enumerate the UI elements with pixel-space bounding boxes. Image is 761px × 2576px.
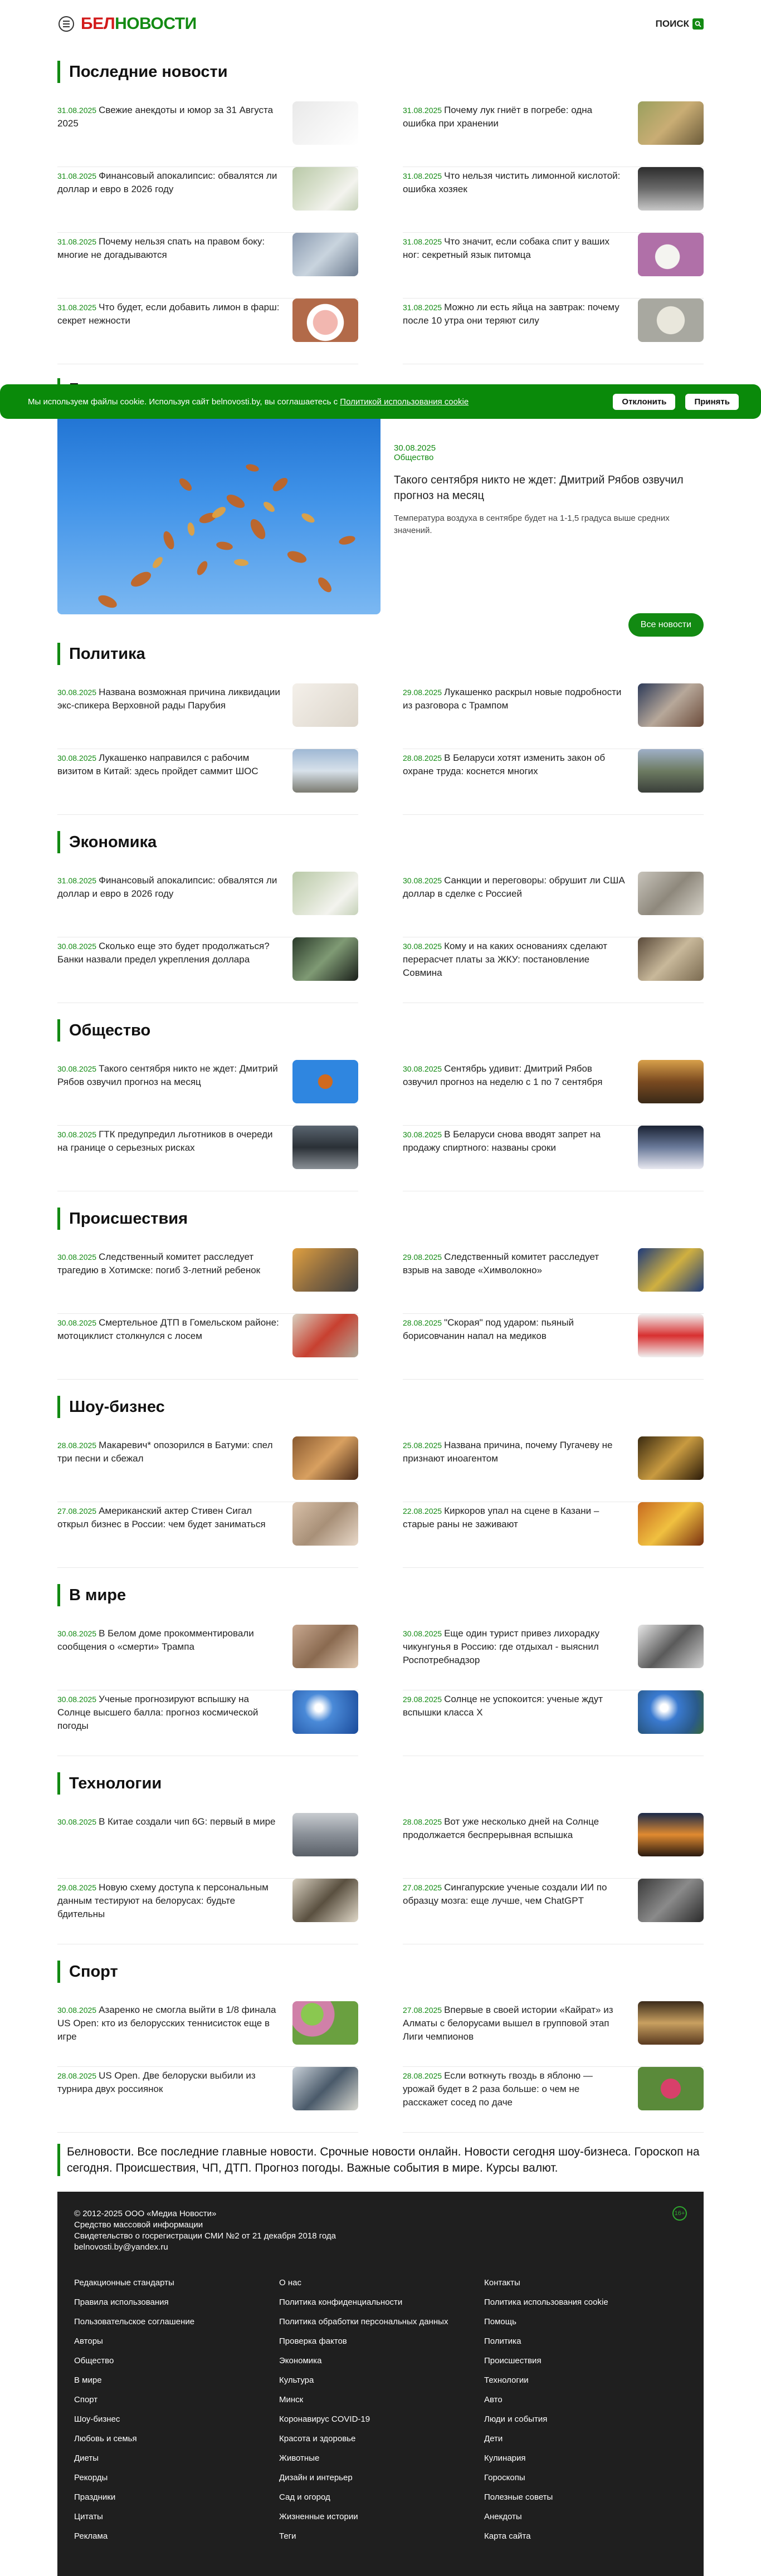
- news-item[interactable]: [57, 1625, 358, 1690]
- news-date: 30.08.2025: [57, 1817, 97, 1826]
- news-title[interactable]: Финансовый апокалипсис: обвалятся ли доллар и евро в 2026 году: [57, 170, 277, 194]
- news-thumbnail[interactable]: [292, 1060, 358, 1103]
- news-date: 28.08.2025: [57, 2071, 97, 2080]
- news-title[interactable]: Названа возможная причина ликвидации экс-спикера Верховной рады Парубия: [57, 687, 280, 711]
- news-title[interactable]: Киркоров упал на сцене в Казани – старые раны не заживают: [403, 1505, 599, 1529]
- main-news-category[interactable]: Общество: [394, 453, 434, 462]
- news-section: [57, 1207, 704, 1380]
- footer-link[interactable]: Редакционные стандарты: [74, 2278, 174, 2287]
- news-date: 28.08.2025: [403, 1318, 442, 1327]
- cookie-text: Мы используем файлы cookie. Используя сайт belnovosti.by, вы соглашаетесь с: [28, 397, 338, 407]
- latest-news-section: [57, 60, 704, 364]
- news-thumbnail[interactable]: [292, 2067, 358, 2110]
- news-date: 30.08.2025: [57, 942, 97, 951]
- news-item[interactable]: [57, 1060, 358, 1126]
- section-heading[interactable]: Происшествия: [69, 1209, 188, 1228]
- section-heading[interactable]: Спорт: [69, 1962, 118, 1981]
- footer-link[interactable]: Минск: [279, 2395, 304, 2404]
- news-title[interactable]: Следственный комитет расследует трагедию в Хотимске: погиб 3-летний ребенок: [57, 1252, 261, 1275]
- news-date: 31.08.2025: [403, 237, 442, 246]
- footer-copyright: [74, 2208, 687, 2253]
- news-thumbnail[interactable]: [292, 1690, 358, 1734]
- site-footer: [57, 2192, 704, 2576]
- news-thumbnail[interactable]: [292, 1502, 358, 1546]
- footer-link[interactable]: Происшествия: [484, 2356, 542, 2365]
- section-heading: Последние новости: [69, 62, 228, 81]
- footer-link[interactable]: Политика: [484, 2337, 521, 2346]
- news-section: [57, 1772, 704, 1944]
- section-grid: [57, 1625, 704, 1756]
- sink-image[interactable]: [638, 167, 704, 211]
- news-item[interactable]: [403, 1248, 704, 1314]
- eggs-image[interactable]: [638, 299, 704, 342]
- all-news-button[interactable]: Все новости: [628, 613, 704, 637]
- news-date: 29.08.2025: [403, 1695, 442, 1704]
- news-title[interactable]: Такого сентября никто не ждет: Дмитрий Рябов озвучил прогноз на месяц: [57, 1063, 278, 1087]
- news-item[interactable]: [57, 1436, 358, 1502]
- mince-image[interactable]: [292, 299, 358, 342]
- news-title[interactable]: Что нельзя чистить лимонной кислотой: ошибка хозяек: [403, 170, 621, 194]
- news-thumbnail[interactable]: [638, 1690, 704, 1734]
- news-thumbnail[interactable]: [638, 2067, 704, 2110]
- section-title: [57, 1207, 704, 1230]
- news-date: 27.08.2025: [57, 1507, 97, 1516]
- news-date: 30.08.2025: [403, 876, 442, 885]
- logo-area: [58, 14, 197, 33]
- news-item[interactable]: [403, 299, 704, 364]
- section-title: [57, 830, 704, 854]
- news-date: 28.08.2025: [403, 1817, 442, 1826]
- main-news-image[interactable]: [57, 401, 380, 614]
- news-item[interactable]: [403, 749, 704, 815]
- section-heading[interactable]: Экономика: [69, 833, 157, 851]
- footer-link[interactable]: Карта сайта: [484, 2531, 531, 2541]
- menu-icon[interactable]: [58, 16, 74, 32]
- news-title[interactable]: В Беларуси хотят изменить закон об охране труда: коснется многих: [403, 752, 606, 776]
- footer-link[interactable]: Животные: [279, 2453, 320, 2463]
- news-thumbnail[interactable]: [292, 1813, 358, 1856]
- section-title: [57, 1583, 704, 1607]
- section-heading[interactable]: Шоу-бизнес: [69, 1397, 165, 1416]
- site-description-text: Белновости. Все последние главные новости. Срочные новости онлайн. Новости сегодня шоу-бизнеса. Гороскоп на сегодня. Происшествия, ЧП, ДТП. Прогноз погоды. Важные события в мире. Курсы валют.: [67, 2145, 700, 2174]
- news-title[interactable]: Сколько еще это будет продолжаться? Банки назвали предел укрепления доллара: [57, 941, 270, 965]
- news-thumbnail[interactable]: [292, 1314, 358, 1357]
- news-date: 31.08.2025: [57, 876, 97, 885]
- news-thumbnail[interactable]: [292, 1879, 358, 1922]
- footer-link[interactable]: Пользовательское соглашение: [74, 2317, 195, 2326]
- footer-links: [74, 2273, 687, 2546]
- footer-link[interactable]: Люди и события: [484, 2414, 548, 2424]
- news-item[interactable]: [57, 1126, 358, 1191]
- news-date: 30.08.2025: [57, 688, 97, 697]
- footer-link[interactable]: Спорт: [74, 2395, 98, 2404]
- section-title: [57, 1960, 704, 1983]
- news-thumbnail[interactable]: [292, 937, 358, 981]
- news-title[interactable]: US Open. Две белоруски выбили из турнира двух россиянок: [57, 2070, 256, 2094]
- news-item[interactable]: [57, 1879, 358, 1944]
- section-title: [57, 60, 704, 84]
- news-date: 30.08.2025: [403, 942, 442, 951]
- news-date: 30.08.2025: [57, 1064, 97, 1073]
- news-title[interactable]: Санкции и переговоры: обрушит ли США доллар в сделке с Россией: [403, 875, 625, 899]
- news-thumbnail[interactable]: [292, 872, 358, 915]
- latest-news-grid: [57, 101, 704, 364]
- news-title[interactable]: Впервые в своей истории «Кайрат» из Алматы с белорусами вышел в групповой этап Лиги чемпионов: [403, 2005, 613, 2042]
- news-item[interactable]: [57, 233, 358, 299]
- footer-link[interactable]: Шоу-бизнес: [74, 2414, 120, 2424]
- copyright-line: Средство массовой информации: [74, 2220, 203, 2230]
- section-heading[interactable]: Общество: [69, 1021, 151, 1039]
- news-item[interactable]: [403, 1060, 704, 1126]
- news-date: 25.08.2025: [403, 1441, 442, 1450]
- section-heading[interactable]: Технологии: [69, 1774, 162, 1792]
- main-news-block: [57, 401, 704, 629]
- copyright-line: Свидетельство о госрегистрации СМИ №2 от 21 декабря 2018 года: [74, 2231, 336, 2241]
- news-item[interactable]: [57, 2067, 358, 2133]
- age-rating-badge: 16+: [672, 2206, 687, 2221]
- news-item[interactable]: [403, 1314, 704, 1380]
- news-title[interactable]: Ученые прогнозируют вспышку на Солнце высшего балла: прогноз космической погоды: [57, 1694, 258, 1731]
- news-thumbnail[interactable]: [638, 1625, 704, 1668]
- news-title[interactable]: Лукашенко раскрыл новые подробности из разговора с Трампом: [403, 687, 622, 711]
- news-date: 29.08.2025: [403, 1253, 442, 1262]
- main-news-headline[interactable]: Такого сентября никто не ждет: Дмитрий Рябов озвучил прогноз на месяц: [394, 474, 684, 502]
- news-item[interactable]: [57, 101, 358, 167]
- news-thumbnail[interactable]: [638, 683, 704, 727]
- cookie-banner: [0, 384, 761, 419]
- news-date: 31.08.2025: [57, 106, 97, 115]
- footer-link[interactable]: Дизайн и интерьер: [279, 2473, 353, 2482]
- footer-link[interactable]: Политика использования cookie: [484, 2298, 608, 2307]
- footer-link[interactable]: Общество: [74, 2356, 114, 2365]
- footer-link[interactable]: Гороскопы: [484, 2473, 525, 2482]
- news-date: 31.08.2025: [57, 237, 97, 246]
- news-date: 27.08.2025: [403, 2006, 442, 2015]
- section-title: [57, 1395, 704, 1419]
- news-title[interactable]: Смертельное ДТП в Гомельском районе: мотоциклист столкнулся с лосем: [57, 1317, 279, 1341]
- news-thumbnail[interactable]: [292, 1248, 358, 1292]
- footer-link[interactable]: Праздники: [74, 2492, 116, 2502]
- news-date: 30.08.2025: [403, 1130, 442, 1139]
- search-icon[interactable]: [692, 18, 704, 30]
- news-item[interactable]: [57, 167, 358, 233]
- onion-image[interactable]: [638, 101, 704, 145]
- news-date: 30.08.2025: [57, 754, 97, 762]
- news-thumbnail[interactable]: [638, 749, 704, 793]
- news-item[interactable]: [403, 167, 704, 233]
- footer-link[interactable]: Сад и огород: [279, 2492, 330, 2502]
- news-item[interactable]: [57, 1314, 358, 1380]
- main-news-text: [394, 401, 704, 614]
- news-date: 30.08.2025: [57, 1253, 97, 1262]
- news-item[interactable]: [403, 101, 704, 167]
- news-section: [57, 1960, 704, 2133]
- news-item[interactable]: [403, 1690, 704, 1756]
- news-title[interactable]: Названа причина, почему Пугачеву не признают иноагентом: [403, 1440, 613, 1464]
- news-item[interactable]: [57, 1813, 358, 1879]
- news-date: 22.08.2025: [403, 1507, 442, 1516]
- news-date: 30.08.2025: [57, 1130, 97, 1139]
- news-title[interactable]: Финансовый апокалипсис: обвалятся ли доллар и евро в 2026 году: [57, 875, 277, 899]
- news-title[interactable]: "Скорая" под ударом: пьяный борисовчанин напал на медиков: [403, 1317, 574, 1341]
- news-section: [57, 642, 704, 815]
- news-title[interactable]: Еще один турист привез лихорадку чикунгунья в Россию: где отдыхал - выяснил Роспотребнадзор: [403, 1628, 599, 1665]
- site-description: [57, 2144, 704, 2176]
- news-item[interactable]: [57, 1248, 358, 1314]
- main-news-date: 30.08.2025: [394, 443, 436, 453]
- news-date: 30.08.2025: [57, 1629, 97, 1638]
- news-date: 31.08.2025: [57, 172, 97, 180]
- news-date: 28.08.2025: [57, 1441, 97, 1450]
- footer-link[interactable]: Дети: [484, 2434, 503, 2443]
- news-item[interactable]: [403, 2067, 704, 2133]
- news-thumbnail[interactable]: [292, 683, 358, 727]
- site-header: [57, 0, 704, 48]
- news-date: 31.08.2025: [403, 106, 442, 115]
- cookie-message: [28, 397, 469, 407]
- news-title[interactable]: Лукашенко направился с рабочим визитом в Китай: здесь пройдет саммит ШОС: [57, 752, 258, 776]
- news-thumbnail[interactable]: [292, 2001, 358, 2045]
- section-heading[interactable]: Политика: [69, 644, 145, 663]
- section-grid: [57, 2001, 704, 2133]
- news-title[interactable]: Новую схему доступа к персональным данным тестируют на белорусах: будьте бдительны: [57, 1882, 269, 1919]
- section-grid: [57, 1813, 704, 1944]
- news-item[interactable]: [403, 1625, 704, 1690]
- news-title[interactable]: Свежие анекдоты и юмор за 31 Августа 2025: [57, 105, 274, 129]
- footer-link[interactable]: Культура: [279, 2375, 314, 2385]
- news-item[interactable]: [403, 233, 704, 299]
- news-date: 28.08.2025: [403, 754, 442, 762]
- contact-email[interactable]: belnovosti.by@yandex.ru: [74, 2242, 168, 2252]
- dog-image[interactable]: [638, 233, 704, 276]
- news-thumbnail[interactable]: [638, 1813, 704, 1856]
- section-grid: [57, 872, 704, 1003]
- news-date: 28.08.2025: [403, 2071, 442, 2080]
- news-thumbnail[interactable]: [638, 1502, 704, 1546]
- news-title[interactable]: Американский актер Стивен Сигал открыл бизнес в России: чем будет заниматься: [57, 1505, 266, 1529]
- news-title[interactable]: Что значит, если собака спит у ваших ног: секретный язык питомца: [403, 236, 610, 260]
- cookie-decline-button[interactable]: Отклонить: [613, 394, 675, 410]
- news-title[interactable]: В Китае создали чип 6G: первый в мире: [99, 1816, 276, 1827]
- money-image[interactable]: [292, 167, 358, 211]
- news-title[interactable]: Сингапурские ученые создали ИИ по образцу мозга: еще лучше, чем ChatGPT: [403, 1882, 607, 1906]
- bed-image[interactable]: [292, 233, 358, 276]
- news-date: 27.08.2025: [403, 1883, 442, 1892]
- footer-link[interactable]: Политика обработки персональных данных: [279, 2317, 448, 2326]
- news-thumbnail[interactable]: [638, 1248, 704, 1292]
- news-title[interactable]: Почему нельзя спать на правом боку: многие не догадываются: [57, 236, 265, 260]
- footer-link[interactable]: Теги: [279, 2531, 296, 2541]
- news-thumbnail[interactable]: [638, 2001, 704, 2045]
- news-date: 31.08.2025: [403, 303, 442, 312]
- news-thumbnail[interactable]: [292, 1126, 358, 1169]
- section-title: [57, 1772, 704, 1795]
- search-label: ПОИСК: [655, 18, 689, 29]
- news-item[interactable]: [403, 1436, 704, 1502]
- footer-link[interactable]: Любовь и семья: [74, 2434, 137, 2443]
- news-title[interactable]: Что будет, если добавить лимон в фарш: секрет нежности: [57, 302, 280, 326]
- news-title[interactable]: Макаревич* опозорился в Батуми: спел три песни и сбежал: [57, 1440, 273, 1464]
- news-thumbnail[interactable]: [638, 1436, 704, 1480]
- footer-link[interactable]: Кулинария: [484, 2453, 526, 2463]
- section-grid: [57, 1248, 704, 1380]
- news-date: 31.08.2025: [403, 172, 442, 180]
- news-item[interactable]: [403, 937, 704, 1003]
- section-title: [57, 642, 704, 666]
- news-title[interactable]: Азаренко не смогла выйти в 1/8 финала US Open: кто из белорусских теннисисток еще в игре: [57, 2005, 276, 2042]
- news-item[interactable]: [57, 299, 358, 364]
- news-date: 30.08.2025: [403, 1629, 442, 1638]
- news-date: 30.08.2025: [403, 1064, 442, 1073]
- news-item[interactable]: [57, 1690, 358, 1756]
- footer-link[interactable]: Красота и здоровье: [279, 2434, 356, 2443]
- footer-link[interactable]: О нас: [279, 2278, 301, 2287]
- news-title[interactable]: В Белом доме прокомментировали сообщения о «смерти» Трампа: [57, 1628, 254, 1652]
- news-thumbnail[interactable]: [292, 1436, 358, 1480]
- news-section: [57, 1395, 704, 1568]
- news-item[interactable]: [403, 2001, 704, 2067]
- footer-link[interactable]: Авторы: [74, 2337, 103, 2346]
- news-thumbnail[interactable]: [292, 749, 358, 793]
- footer-link[interactable]: Реклама: [74, 2531, 108, 2541]
- news-thumbnail[interactable]: [292, 1625, 358, 1668]
- news-date: 30.08.2025: [57, 1318, 97, 1327]
- news-item[interactable]: [403, 1813, 704, 1879]
- news-item[interactable]: [57, 749, 358, 815]
- section-title: [57, 1019, 704, 1042]
- section-grid: [57, 1436, 704, 1568]
- section-grid: [57, 683, 704, 815]
- footer-link[interactable]: Коронавирус COVID-19: [279, 2414, 370, 2424]
- news-title[interactable]: Следственный комитет расследует взрыв на заводе «Химволокно»: [403, 1252, 599, 1275]
- news-thumbnail[interactable]: [638, 937, 704, 981]
- news-title[interactable]: Солнце не успокоится: ученые ждут вспышки класса Х: [403, 1694, 603, 1718]
- news-title[interactable]: Кому и на каких основаниях сделают перерасчет платы за ЖКУ: постановление Совмина: [403, 941, 607, 978]
- news-date: 31.08.2025: [57, 303, 97, 312]
- footer-link[interactable]: В мире: [74, 2375, 102, 2385]
- news-date: 29.08.2025: [57, 1883, 97, 1892]
- news-item[interactable]: [403, 1126, 704, 1191]
- footer-link[interactable]: Проверка фактов: [279, 2337, 347, 2346]
- news-section: [57, 830, 704, 1003]
- section-grid: [57, 1060, 704, 1191]
- footer-link[interactable]: Рекорды: [74, 2473, 108, 2482]
- footer-link[interactable]: Диеты: [74, 2453, 99, 2463]
- cookie-policy-link[interactable]: Политикой использования cookie: [340, 397, 469, 407]
- news-item[interactable]: [57, 2001, 358, 2067]
- footer-link[interactable]: Полезные советы: [484, 2492, 553, 2502]
- news-title[interactable]: Сентябрь удивит: Дмитрий Рябов озвучил прогноз на неделю с 1 по 7 сентября: [403, 1063, 603, 1087]
- news-thumbnail[interactable]: [638, 1314, 704, 1357]
- footer-link[interactable]: Авто: [484, 2395, 503, 2404]
- news-item[interactable]: [403, 872, 704, 937]
- footer-link[interactable]: Помощь: [484, 2317, 516, 2326]
- footer-link[interactable]: Анекдоты: [484, 2512, 522, 2521]
- news-title[interactable]: Можно ли есть яйца на завтрак: почему после 10 утра они теряют силу: [403, 302, 619, 326]
- news-item[interactable]: [403, 683, 704, 749]
- search-button[interactable]: [656, 18, 704, 30]
- news-title[interactable]: В Беларуси снова вводят запрет на продажу спиртного: названы сроки: [403, 1129, 601, 1153]
- news-date: 30.08.2025: [57, 1695, 97, 1704]
- news-item[interactable]: [403, 1502, 704, 1568]
- copyright-line: © 2012-2025 ООО «Медиа Новости»: [74, 2209, 217, 2218]
- footer-link[interactable]: Технологии: [484, 2375, 529, 2385]
- cookie-accept-button[interactable]: Принять: [685, 394, 739, 410]
- news-thumbnail[interactable]: [638, 1060, 704, 1103]
- news-date: 30.08.2025: [57, 2006, 97, 2015]
- news-title[interactable]: Почему лук гниёт в погребе: одна ошибка при хранении: [403, 105, 593, 129]
- news-item[interactable]: [57, 872, 358, 937]
- news-item[interactable]: [403, 1879, 704, 1944]
- news-item[interactable]: [57, 1502, 358, 1568]
- news-item[interactable]: [57, 937, 358, 1003]
- news-date: 29.08.2025: [403, 688, 442, 697]
- news-thumbnail[interactable]: [638, 1879, 704, 1922]
- news-section: [57, 1583, 704, 1756]
- news-section: [57, 1019, 704, 1191]
- footer-link[interactable]: Жизненные истории: [279, 2512, 358, 2521]
- news-title[interactable]: ГТК предупредил льготников в очереди на границе о серьезных рисках: [57, 1129, 273, 1153]
- news-thumbnail[interactable]: [638, 872, 704, 915]
- news-item[interactable]: [57, 683, 358, 749]
- main-news-description: Температура воздуха в сентябре будет на 1-1,5 градуса выше средних значений.: [394, 514, 670, 535]
- section-heading[interactable]: В мире: [69, 1586, 126, 1604]
- category-sections: [0, 642, 761, 2133]
- news-thumbnail[interactable]: [638, 1126, 704, 1169]
- site-logo[interactable]: БЕЛНОВОСТИ: [81, 14, 197, 33]
- footer-link[interactable]: Цитаты: [74, 2512, 103, 2521]
- footer-link[interactable]: Контакты: [484, 2278, 520, 2287]
- joke-note-image[interactable]: [292, 101, 358, 145]
- footer-link[interactable]: Политика конфиденциальности: [279, 2298, 403, 2307]
- news-title[interactable]: Вот уже несколько дней на Солнце продолжается беспрерывная вспышка: [403, 1816, 599, 1840]
- footer-link[interactable]: Правила использования: [74, 2298, 169, 2307]
- footer-link[interactable]: Экономика: [279, 2356, 322, 2365]
- news-title[interactable]: Если воткнуть гвоздь в яблоню — урожай будет в 2 раза больше: о чем не расскажет сосед по даче: [403, 2070, 593, 2108]
